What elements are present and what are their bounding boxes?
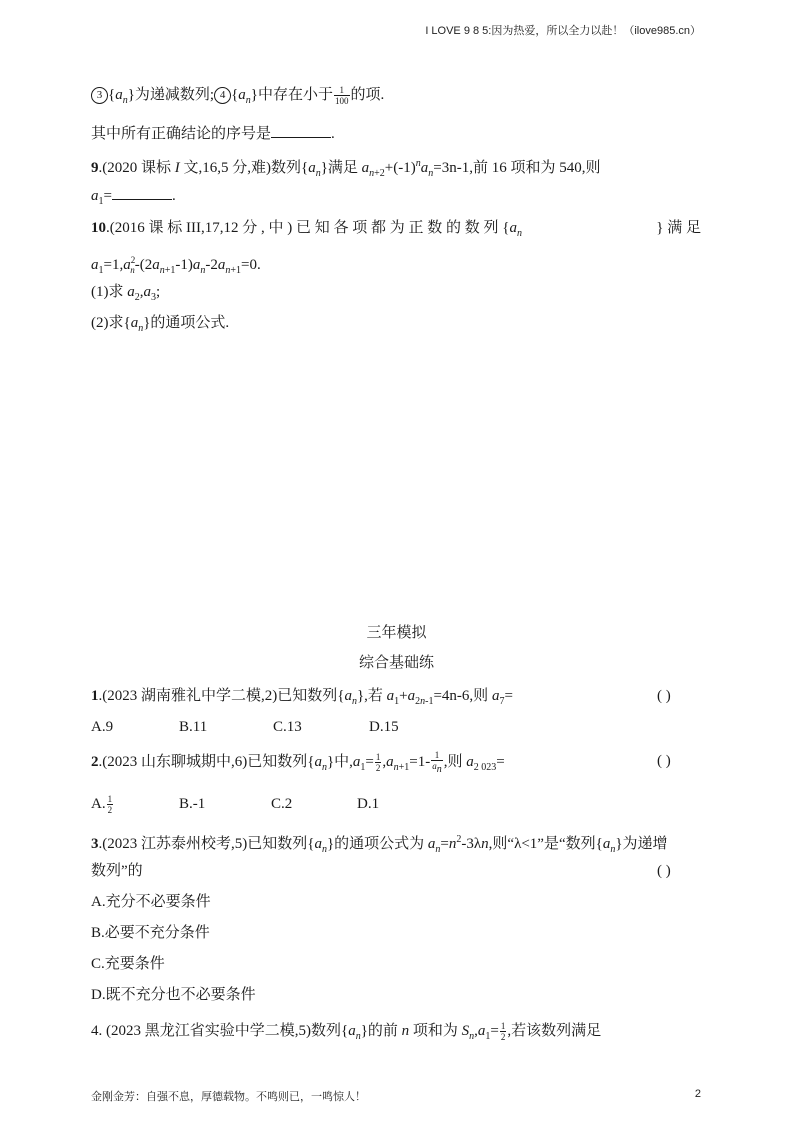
option-a[interactable]: A. $\frac{1}{2}$ xyxy=(91,794,113,816)
answer-prompt: 其中所有正确结论的序号是 . xyxy=(91,123,701,145)
question-10: 10.(2016 课 标 III,17,12 分 , 中 ) 已 知 各 项 都 为 正 数 的 数 列 {$a_n$ } 满 足 xyxy=(91,220,701,239)
mc-2-options xyxy=(91,793,701,815)
circled-3: 3 xyxy=(91,87,108,104)
fraction-1-100: $\frac{1}{100}$ xyxy=(335,85,349,107)
answer-paren: ( ) xyxy=(657,863,671,879)
question-10-part-1: (1)求 $a_2,a_3$; xyxy=(91,284,161,303)
option-a[interactable]: A.充分不必要条件 xyxy=(91,894,211,910)
answer-paren: ( ) xyxy=(657,753,671,769)
section-subtitle: 综合基础练 xyxy=(358,655,434,671)
option-b[interactable]: B.11 xyxy=(179,719,208,735)
question-4: 4. (2023 黑龙江省实验中学二模,5)数列$\{a_n\}$的前 n 项和为 $S_n,a_1=$ $\frac{1}{2}$ ,若该数列满足 xyxy=(91,1021,602,1043)
option-c[interactable]: C.2 xyxy=(271,796,293,812)
mc-question-2: 2.(2023 山东聊城期中,6)已知数列$\{a_n\}$中$,a_1=$ $\frac{1}{2}$ $,a_{n+1}=1-$ $\frac{1}{a_n}$ ,则 $a_{2 023}=$ ( ) xyxy=(91,750,701,779)
page-footer xyxy=(91,1088,701,1104)
option-b[interactable]: B.必要不充分条件 xyxy=(91,925,210,941)
option-c[interactable]: C.13 xyxy=(273,719,302,735)
answer-blank[interactable] xyxy=(271,123,331,138)
answer-paren: ( ) xyxy=(657,688,671,704)
footer-motto: 金刚金芳：自强不息，厚德载物。不鸣则已，一鸣惊人！ xyxy=(91,1091,366,1103)
option-b[interactable]: B.-1 xyxy=(179,796,206,812)
question-10-condition: $a_1=1,a^2_n-(2a_{n+1}-1)a_n-2a_{n+1}=0$. xyxy=(91,255,261,276)
statement-3-4: 3 $\{a_n\}$为递减数列; 4 $\{a_n\}$中存在小于 $\frac{1}{100}$ 的项. xyxy=(91,84,701,112)
option-d[interactable]: D.既不充分也不必要条件 xyxy=(91,987,256,1003)
option-a[interactable]: A.9 xyxy=(91,719,114,735)
q9-answer-blank[interactable] xyxy=(112,185,172,200)
option-d[interactable]: D.1 xyxy=(357,796,380,812)
mc-question-1: 1.(2023 湖南雅礼中学二模,2)已知数列$\{a_n\}$,若 $a_1+a_{2n-1}=4n-6$,则 $a_7=$ ( ) xyxy=(91,685,701,713)
circled-4: 4 xyxy=(214,87,231,104)
option-c[interactable]: C.充要条件 xyxy=(91,956,165,972)
question-9: 9.(2020 课标 I 文,16,5 分,难)数列$\{a_n\}$满足 $a_{n+2}+(-1)^na_n=3n-1$,前 16 项和为 540,则 xyxy=(91,158,601,179)
section-title: 三年模拟 xyxy=(366,625,427,641)
page-number: 2 xyxy=(694,1088,701,1100)
option-d[interactable]: D.15 xyxy=(369,719,399,735)
mc-question-3-line-2: 数列”的 ( ) xyxy=(91,860,701,882)
mc-question-3: 3.(2023 江苏泰州校考,5)已知数列$\{a_n\}$的通项公式为 $a_n=n^2-3\lambda n$,则“λ<1”是“数列$\{a_n\}$为递增 xyxy=(91,834,668,855)
question-9-blank-line: $a_1=$ . xyxy=(91,185,701,213)
mc-1-options xyxy=(91,716,701,738)
page-header: I LOVE 9 8 5:因为热爱，所以全力以赴！（ilove985.cn） xyxy=(425,25,701,37)
question-10-part-2: (2)求$\{a_n\}$的通项公式. xyxy=(91,315,230,334)
